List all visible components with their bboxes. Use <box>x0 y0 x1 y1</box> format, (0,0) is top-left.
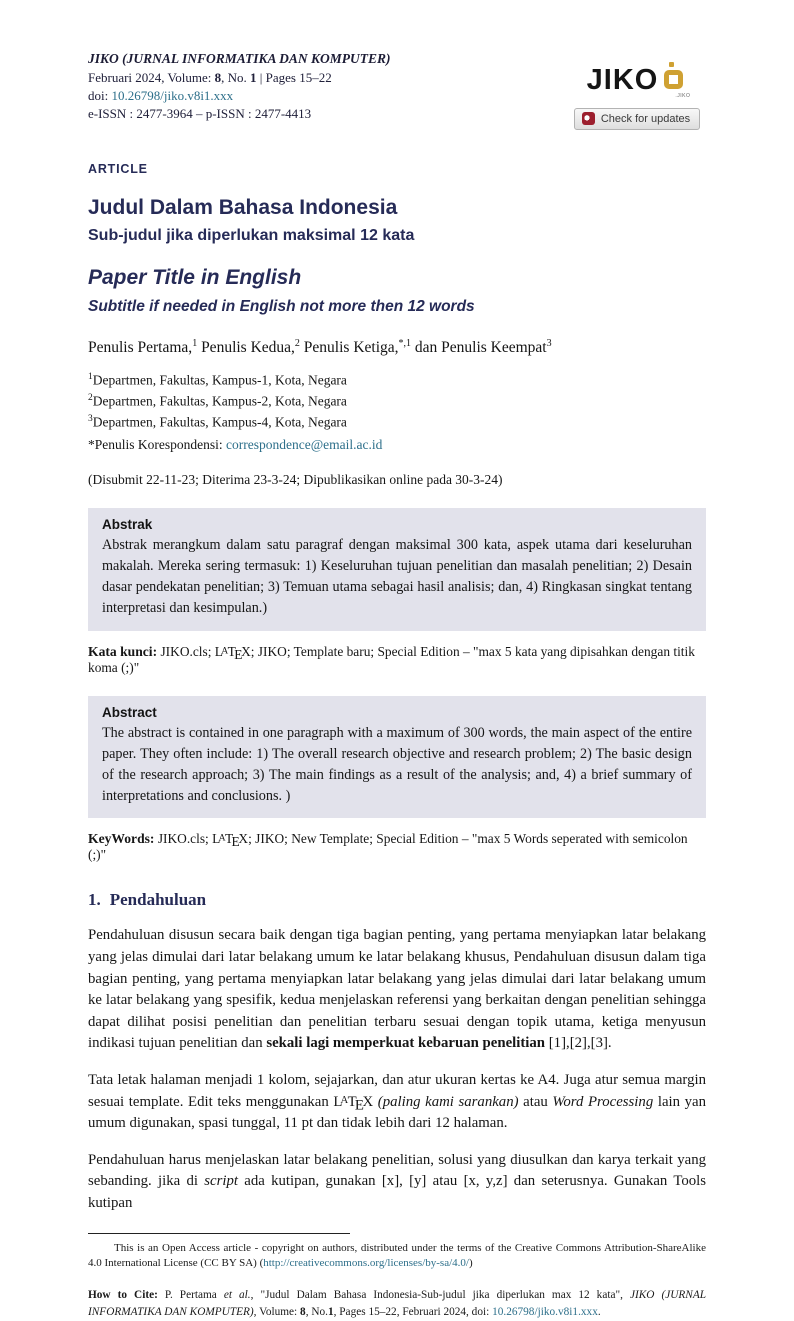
paragraph-3: Pendahuluan harus menjelaskan latar belakang penelitian, solusi yang diusulkan dan karya terkait yang sebanding. jika di script ada kutipan, gunakan [x], [y] atau [x, y,z] dan seterusnya. Gunakan Tools kutipan <box>88 1151 706 1211</box>
latex-logo: LATEX <box>214 643 251 662</box>
abstract-id-box <box>88 508 706 631</box>
cite-doi-link[interactable]: 10.26798/jiko.v8i1.xxx <box>492 1306 598 1319</box>
latex-logo: LATEX <box>212 831 249 850</box>
paragraph-2: Tata letak halaman menjadi 1 kolom, sejajarkan, dan atur ukuran kertas ke A4. Juga atur semua margin sesuai template. Edit teks menggunakan LATEX (paling kami sarankan) atau Word Processing lain yan umum digunakan, spasi tunggal, 11 pt dan tidak lebih dari 12 halaman. <box>88 1071 707 1132</box>
latex-logo: LATEX <box>333 1093 374 1113</box>
keywords-id-line: Kata kunci: JIKO.cls; LATEX; JIKO; Template baru; Special Edition – "max 5 kata yang dipisahkan dengan titik koma (;)" <box>88 643 695 675</box>
jiko-logo <box>586 64 691 99</box>
citation-refs: [1],[2],[3]. <box>545 1035 612 1052</box>
page-header <box>88 50 706 130</box>
article-label: ARTICLE <box>88 162 148 176</box>
affiliations <box>88 370 706 432</box>
doi-link[interactable]: 10.26798/jiko.v8i1.xxx <box>111 88 234 104</box>
logo-caption: .JIKO <box>675 93 691 99</box>
correspondence-email-link[interactable]: correspondence@email.ac.id <box>226 437 383 453</box>
abstract-id-label: Abstrak <box>102 517 153 533</box>
issue-line: Februari 2024, Volume: 8, No. 1 | Pages 15–22 <box>88 69 332 85</box>
jiko-logo-icon <box>661 66 691 99</box>
paragraph-1: Pendahuluan disusun secara baik dengan tiga bagian penting, yang pertama menyiapkan latar belakang yang jelas dimulai dari latar belakang umum ke latar belakang khusus, Pendahuluan disusun dalam tiga bagian penting, yang pertama menyiapkan latar belakang yang jelas dimulai dari latar belakang umum ke latar belakang yang spesifik, kedua menjelaskan referensi yang berkaitan dengan penelitian sehingga dapat dilihat posisi penelitian dan penelitian terbaru sesuai dengan topik utama, ketiga menyusun indikasi tujuan penelitian dan sekali lagi memperkuat kebaruan penelitian [1],[2],[3]. <box>88 927 706 1052</box>
license-footnote: This is an Open Access article - copyright on authors, distributed under the terms of the Creative Commons Attribution-ShareAlike 4.0 International License (CC BY SA) (http://creativecommons.org/licenses/by-sa/4.0/) <box>88 1241 706 1270</box>
section-heading: 1. Pendahuluan <box>88 890 207 910</box>
affiliation-item: $^1$Departmen, Fakultas, Kampus-1, Kota, Negara <box>88 372 347 388</box>
keywords-en-line: KeyWords: JIKO.cls; LATEX; JIKO; New Template; Special Edition – "max 5 Words seperated with semicolon (;)" <box>88 831 688 863</box>
paper-subtitle-en: Subtitle if needed in English not more then 12 words <box>88 298 475 315</box>
authors-line: Penulis Pertama,$^1$ Penulis Kedua,$^2$ Penulis Ketiga,$^{*,1}$ dan Penulis Keempat$^3$ <box>88 338 552 357</box>
paper-title-en: Paper Title in English <box>88 266 302 289</box>
journal-info <box>88 50 391 123</box>
footnote-rule <box>88 1233 350 1234</box>
abstract-en-body: The abstract is contained in one paragraph with a maximum of 300 words, the main aspect of the entire paper. They often include: 1) The overall research objective and research problem; 2) The basic design of the research approach; 3) The main findings as a result of the analysis; and, 4) a brief summary of interpretations and conclusions. ) <box>102 724 692 804</box>
check-updates-label: Check for updates <box>600 112 691 125</box>
logo-square-icon <box>664 70 683 89</box>
crossmark-icon <box>582 112 595 125</box>
logo-dot-icon <box>669 62 674 67</box>
abstract-id-body: Abstrak merangkum dalam satu paragraf dengan maksimal 300 kata, aspek utama dari keseluruhan makalah. Mereka sering termasuk: 1) Keseluruhan tujuan penelitian dan masalah penelitian; 2) Desain dasar pendekatan penelitian; 3) Temuan utama sebagai hasil analisis; dan, 4) Ringkasan singkat tentang interpretasi dan kesimpulan.) <box>102 537 692 617</box>
how-to-cite: How to Cite: P. Pertama et al., "Judul Dalam Bahasa Indonesia-Sub-judul jika diperlukan max 12 kata", JIKO (JURNAL INFORMATIKA DAN KOMPUTER), Volume: 8, No.1, Pages 15–22, Februari 2024, doi: 10.26798/jiko.v8i1.xxx. <box>88 1289 707 1319</box>
doi-line: doi: 10.26798/jiko.v8i1.xxx <box>88 88 234 104</box>
abstract-en-label: Abstract <box>102 704 157 720</box>
jiko-wordmark: JIKO <box>586 64 659 96</box>
paper-title-id: Judul Dalam Bahasa Indonesia <box>88 196 398 219</box>
paper-subtitle-id: Sub-judul jika diperlukan maksimal 12 kata <box>88 227 415 244</box>
issn-line: e-ISSN : 2477-3964 – p-ISSN : 2477-4413 <box>88 106 312 122</box>
affiliation-item: $^2$Departmen, Fakultas, Kampus-2, Kota, Negara <box>88 392 347 409</box>
correspondence-line: *Penulis Korespondensi: correspondence@email.ac.id <box>88 437 383 453</box>
check-updates-button[interactable] <box>574 108 700 130</box>
abstract-en-box <box>88 696 706 819</box>
journal-branding <box>568 66 706 130</box>
journal-title: JIKO (JURNAL INFORMATIKA DAN KOMPUTER) <box>88 51 391 66</box>
cc-license-link[interactable]: http://creativecommons.org/licenses/by-sa/4.0/ <box>263 1257 469 1270</box>
submission-dates: (Disubmit 22-11-23; Diterima 23-3-24; Dipublikasikan online pada 30-3-24) <box>88 472 503 488</box>
affiliation-item: $^3$Departmen, Fakultas, Kampus-4, Kota, Negara <box>88 413 347 430</box>
